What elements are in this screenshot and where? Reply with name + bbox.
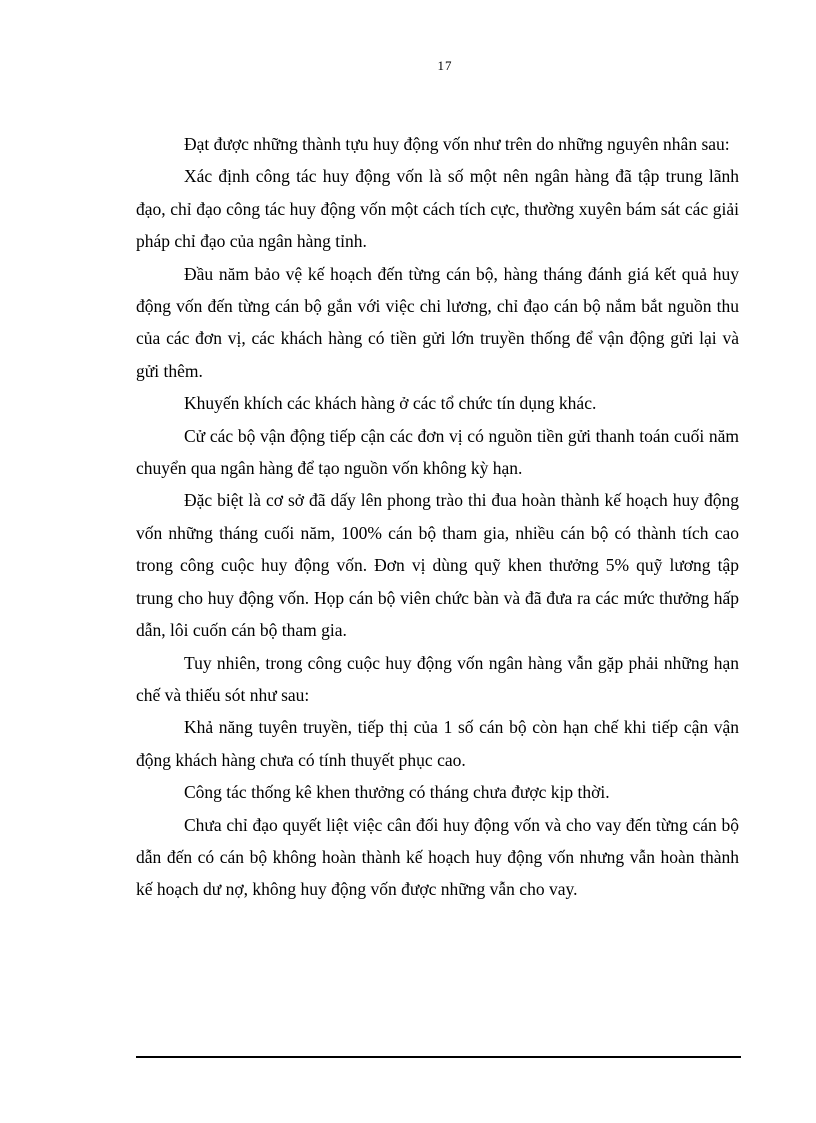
paragraph-causes-intro: Đạt được những thành tựu huy động vốn như trên do những nguyên nhân sau: [184, 134, 730, 154]
paragraph-statistics: Công tác thống kê khen thưởng có tháng chưa được kịp thời. [184, 782, 610, 803]
paragraph-priority: Xác định công tác huy động vốn là số một nên ngân hàng đã tập trung lãnh đạo, chỉ đạo công tác huy động vốn một cách tích cực, thường xuyên bám sát các giải pháp chỉ đạo của ngân hàng tỉnh. [136, 166, 739, 252]
document-body [136, 128, 739, 906]
footer-divider [136, 1056, 741, 1058]
paragraph-limitations-intro: Tuy nhiên, trong công cuộc huy động vốn ngân hàng vẫn gặp phải những hạn chế và thiếu sót như sau: [136, 652, 739, 705]
paragraph-outreach: Cử các bộ vận động tiếp cận các đơn vị có nguồn tiền gửi thanh toán cuối năm chuyển qua ngân hàng để tạo nguồn vốn không kỳ hạn. [136, 425, 739, 479]
paragraph-emulation: Đặc biệt là cơ sở đã dấy lên phong trào thi đua hoàn thành kế hoạch huy động vốn những tháng cuối năm, 100% cán bộ tham gia, nhiều cán bộ có thành tích cao trong công cuộc huy động vốn. Đơn vị dùng quỹ khen thưởng 5% quỹ lương tập trung cho huy động vốn. Họp cán bộ viên chức bàn và đã đưa ra các mức thưởng hấp dẫn, lôi cuốn cán bộ tham gia. [136, 490, 739, 641]
paragraph-planning: Đầu năm bảo vệ kế hoạch đến từng cán bộ, hàng tháng đánh giá kết quả huy động vốn đến từng cán bộ gắn với việc chi lương, chỉ đạo cán bộ nắm bắt nguồn thu của các đơn vị, các khách hàng có tiền gửi lớn truyền thống để vận động gửi lại và gửi thêm. [136, 263, 739, 381]
paragraph-marketing: Khả năng tuyên truyền, tiếp thị của 1 số cán bộ còn hạn chế khi tiếp cận vận động khách hàng chưa có tính thuyết phục cao. [136, 717, 739, 770]
paragraph-encourage: Khuyến khích các khách hàng ở các tổ chức tín dụng khác. [184, 393, 597, 414]
paragraph-balancing: Chưa chỉ đạo quyết liệt việc cân đối huy động vốn và cho vay đến từng cán bộ dẫn đến có cán bộ không hoàn thành kế hoạch huy động vốn nhưng vẫn hoàn thành kế hoạch dư nợ, không huy động vốn được những vẫn cho vay. [136, 814, 739, 900]
page-number: 17 [437, 58, 453, 73]
